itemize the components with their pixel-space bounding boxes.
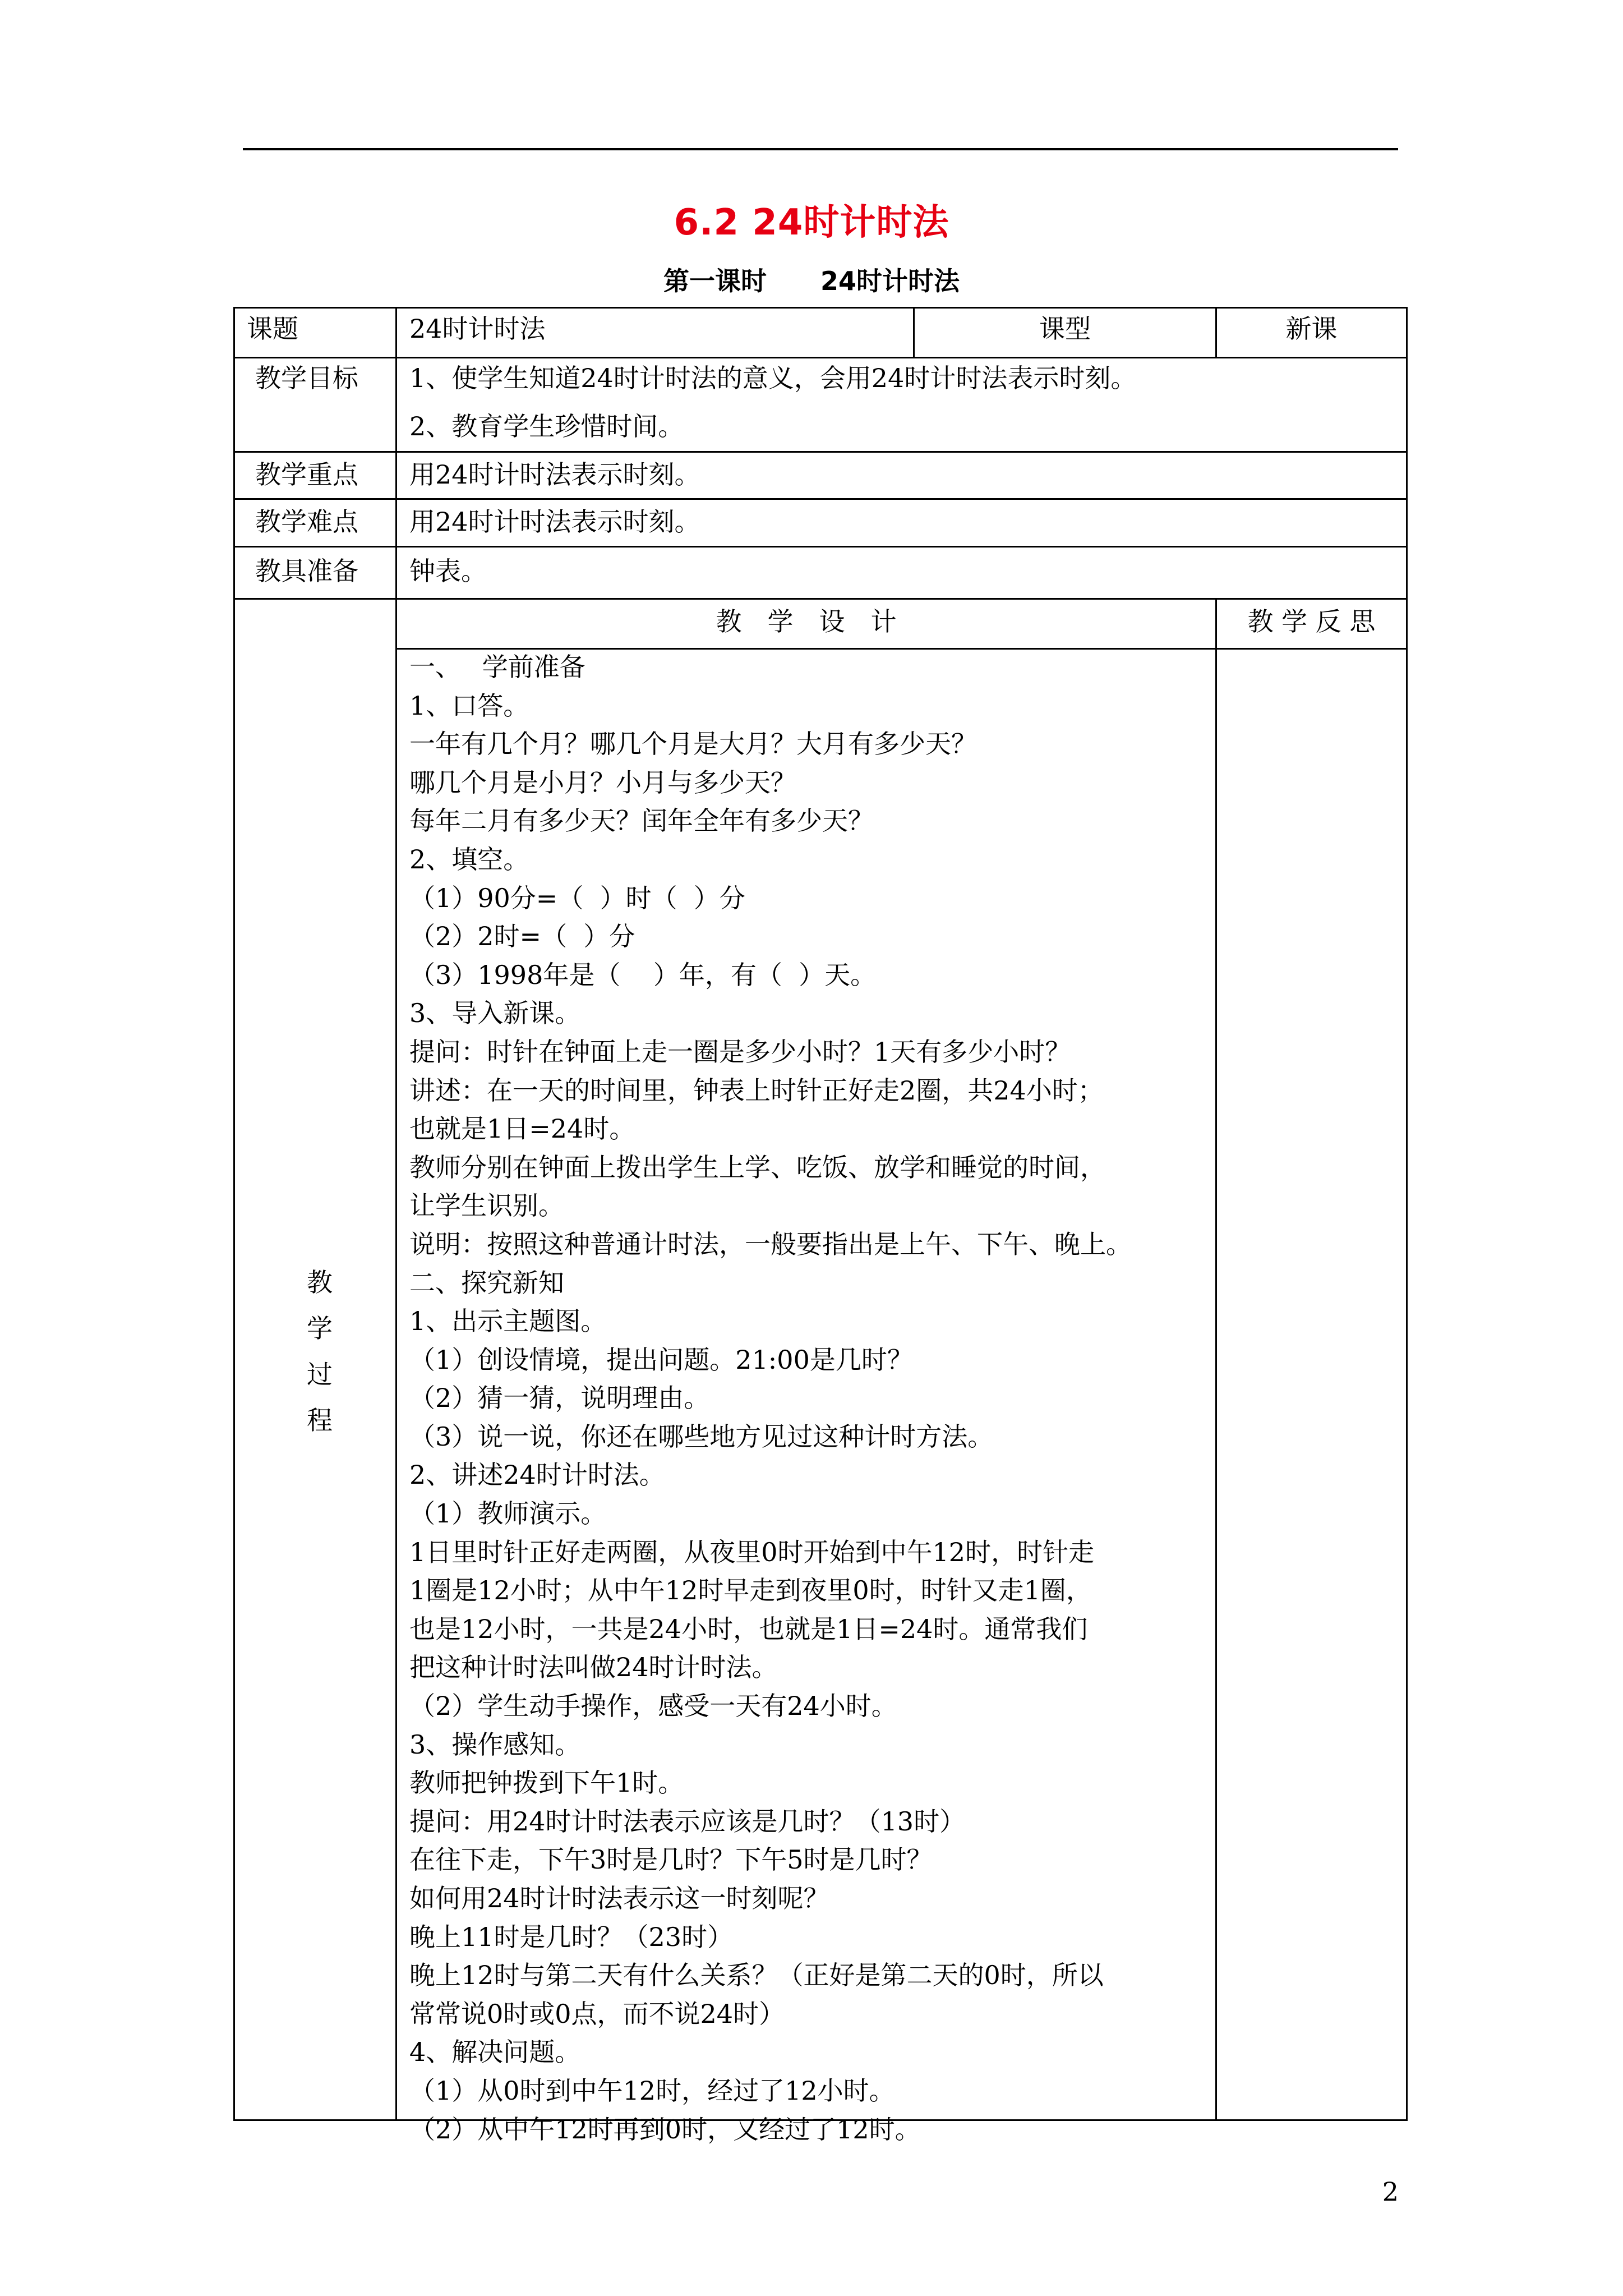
process-line: 提问：时针在钟面上走一圈是多少小时？1天有多少小时？ <box>409 1036 1071 1067</box>
table-row-divider <box>233 451 1408 453</box>
difficulty-value: 用24时计时法表示时刻。 <box>409 507 700 537</box>
difficulty-label: 教学难点 <box>255 507 358 537</box>
process-line: （3）说一说，你还在哪些地方见过这种计时方法。 <box>409 1421 994 1452</box>
process-line: （2）学生动手操作，感受一天有24小时。 <box>409 1691 897 1722</box>
goal-label: 教学目标 <box>255 363 358 393</box>
table-column-divider <box>1215 598 1217 2121</box>
process-line: 晚上11时是几时？（23时） <box>409 1921 734 1952</box>
process-label-char: 程 <box>307 1405 333 1435</box>
lesson-title: 6.2 24时计时法 <box>674 202 949 243</box>
topic-value: 24时计时法 <box>409 314 546 344</box>
design-header: 教 学 设 计 <box>716 606 897 637</box>
table-row-divider <box>233 357 1408 358</box>
process-line: 讲述：在一天的时间里，钟表上时针正好走2圈，共24小时； <box>409 1075 1104 1106</box>
table-border-right <box>1406 307 1408 2121</box>
process-label <box>297 1259 342 1443</box>
process-line: 一年有几个月？哪几个月是大月？大月有多少天？ <box>409 729 977 760</box>
process-line: 如何用24时计时法表示这一时刻呢？ <box>409 1883 829 1913</box>
process-line: 一、 学前准备 <box>409 652 585 682</box>
reflection-header: 教 学 反 思 <box>1247 606 1376 637</box>
tools-value: 钟表。 <box>409 556 487 586</box>
goal-line-1: 1、使学生知道24时计时法的意义，会用24时计时法表示时刻。 <box>409 363 1137 393</box>
process-label-char: 学 <box>307 1313 333 1343</box>
process-line: 教师分别在钟面上拨出学生上学、吃饭、放学和睡觉的时间， <box>409 1152 1106 1182</box>
process-line: 二、探究新知 <box>409 1267 564 1298</box>
process-line: （2）2时=（ ）分 <box>409 921 635 952</box>
lesson-subtitle: 第一课时 24时计时法 <box>663 266 960 296</box>
process-line: 4、解决问题。 <box>409 2037 581 2068</box>
process-line: 3、操作感知。 <box>409 1729 581 1760</box>
process-line: 2、讲述24时计时法。 <box>409 1460 665 1490</box>
process-line: 常常说0时或0点，而不说24时） <box>409 1998 785 2029</box>
process-line: 让学生识别。 <box>409 1190 564 1221</box>
process-line: （1）创设情境，提出问题。21:00是几时？ <box>409 1344 913 1375</box>
process-line: 1、出示主题图。 <box>409 1306 607 1337</box>
process-line: 说明：按照这种普通计时法，一般要指出是上午、下午、晚上。 <box>409 1228 1132 1259</box>
process-line: 提问：用24时计时法表示应该是几时？（13时） <box>409 1806 966 1837</box>
process-line: （2）猜一猜，说明理由。 <box>409 1383 710 1414</box>
type-label: 课型 <box>1039 314 1091 344</box>
process-line: 2、填空。 <box>409 844 529 875</box>
process-line: 每年二月有多少天？闰年全年有多少天？ <box>409 806 874 836</box>
table-row-divider <box>233 598 1408 600</box>
process-line: （1）90分=（ ）时（ ）分 <box>409 882 745 913</box>
page-number: 2 <box>1382 2177 1399 2207</box>
goal-line-2: 2、教育学生珍惜时间。 <box>409 411 684 441</box>
header-rule <box>243 148 1398 150</box>
process-label-char: 教 <box>307 1267 333 1297</box>
process-line: （1）从0时到中午12时，经过了12小时。 <box>409 2075 895 2106</box>
process-line: 把这种计时法叫做24时计时法。 <box>409 1652 778 1683</box>
process-content <box>409 648 1206 2148</box>
table-border-left <box>233 307 235 2121</box>
key-point-value: 用24时计时法表示时刻。 <box>409 459 700 490</box>
process-line: 1日里时针正好走两圈，从夜里0时开始到中午12时，时针走 <box>409 1536 1095 1567</box>
topic-label: 课题 <box>247 314 298 344</box>
process-line: 1、口答。 <box>409 690 529 721</box>
process-line: 哪几个月是小月？小月与多少天？ <box>409 767 796 798</box>
table-row-divider <box>233 498 1408 500</box>
table-row-divider <box>233 546 1408 547</box>
process-label-char: 过 <box>307 1359 333 1389</box>
table-border-top <box>233 307 1408 309</box>
process-line: 晚上12时与第二天有什么关系？（正好是第二天的0时，所以 <box>409 1960 1104 1991</box>
process-line: （3）1998年是（ ）年，有（ ）天。 <box>409 959 877 990</box>
table-column-divider <box>395 307 397 2121</box>
process-line: 也就是1日=24时。 <box>409 1114 635 1144</box>
process-line: 3、导入新课。 <box>409 998 581 1029</box>
process-line: 也是12小时，一共是24小时，也就是1日=24时。通常我们 <box>409 1613 1088 1644</box>
tools-label: 教具准备 <box>255 556 358 586</box>
key-point-label: 教学重点 <box>255 459 358 490</box>
process-line: （2）从中午12时再到0时，又经过了12时。 <box>409 2114 921 2145</box>
process-line: 在往下走，下午3时是几时？下午5时是几时？ <box>409 1844 933 1875</box>
process-line: 教师把钟拨到下午1时。 <box>409 1768 684 1798</box>
type-value: 新课 <box>1285 314 1338 344</box>
process-line: （1）教师演示。 <box>409 1498 607 1529</box>
process-line: 1圈是12小时；从中午12时早走到夜里0时，时针又走1圈， <box>409 1575 1092 1606</box>
